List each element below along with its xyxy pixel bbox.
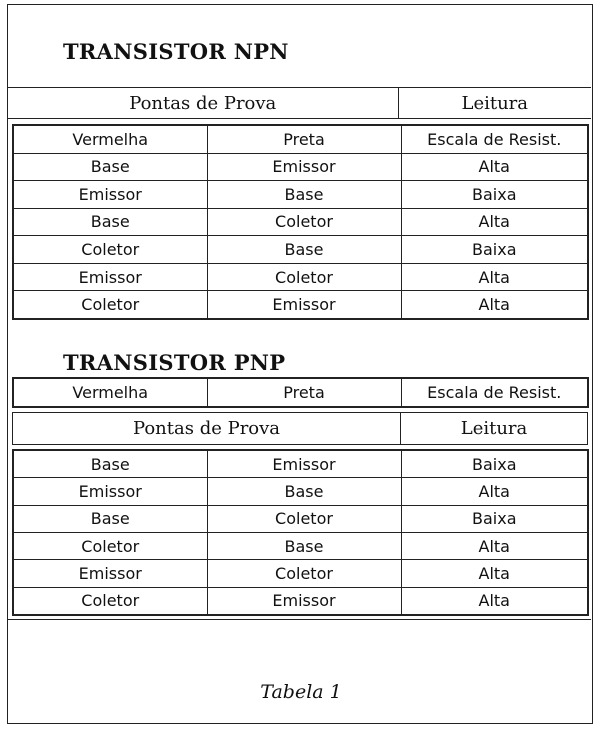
npn-header-reading: Leitura [398, 88, 591, 119]
npn-title: TRANSISTOR NPN [63, 39, 289, 64]
cell-red: Coletor [13, 291, 207, 319]
table-row [13, 560, 588, 587]
table-caption: Tabela 1 [260, 681, 342, 703]
npn-table [12, 124, 589, 320]
cell-reading: Alta [401, 532, 588, 559]
pnp-column-header-table [12, 377, 589, 408]
cell-reading: Alta [401, 208, 588, 236]
table-row [13, 208, 588, 236]
cell-black: Coletor [207, 263, 401, 291]
table-row [13, 532, 588, 559]
cell-red: Base [13, 505, 207, 532]
pnp-header-table [12, 412, 588, 445]
cell-red: Coletor [13, 532, 207, 559]
cell-red: Base [13, 450, 207, 478]
document-frame [7, 4, 593, 724]
cell-black: Base [207, 478, 401, 505]
cell-reading: Baixa [401, 236, 588, 264]
cell-red: Emissor [13, 181, 207, 209]
table-row [13, 181, 588, 209]
cell-reading: Baixa [401, 181, 588, 209]
cell-reading: Baixa [401, 505, 588, 532]
cell-black: Emissor [207, 587, 401, 615]
cell-red: Emissor [13, 478, 207, 505]
npn-header-table [8, 88, 591, 119]
cell-reading: Baixa [401, 450, 588, 478]
cell-reading: Alta [401, 153, 588, 181]
cell-reading: Alta [401, 587, 588, 615]
npn-header-probes: Pontas de Prova [8, 88, 398, 119]
npn-column-header-row [13, 125, 588, 153]
cell-black: Emissor [207, 450, 401, 478]
divider [8, 619, 591, 620]
cell-black: Coletor [207, 560, 401, 587]
cell-red: Emissor [13, 263, 207, 291]
table-row [13, 587, 588, 615]
table-row [13, 291, 588, 319]
cell-reading: Alta [401, 291, 588, 319]
table-row [13, 450, 588, 478]
cell-red: Coletor [13, 236, 207, 264]
cell-reading: Alta [401, 478, 588, 505]
cell-reading: Alta [401, 560, 588, 587]
table-row [13, 478, 588, 505]
pnp-col-black: Preta [207, 378, 401, 407]
npn-col-black: Preta [207, 125, 401, 153]
pnp-title: TRANSISTOR PNP [63, 350, 286, 375]
cell-black: Emissor [207, 153, 401, 181]
npn-col-red: Vermelha [13, 125, 207, 153]
table-row [13, 263, 588, 291]
cell-black: Coletor [207, 208, 401, 236]
table-row [13, 236, 588, 264]
pnp-table [12, 449, 589, 616]
pnp-header-probes: Pontas de Prova [13, 413, 401, 445]
pnp-col-scale: Escala de Resist. [401, 378, 588, 407]
cell-black: Base [207, 532, 401, 559]
pnp-col-red: Vermelha [13, 378, 207, 407]
table-row [13, 153, 588, 181]
cell-black: Base [207, 181, 401, 209]
cell-red: Base [13, 153, 207, 181]
cell-red: Base [13, 208, 207, 236]
npn-col-scale: Escala de Resist. [401, 125, 588, 153]
cell-black: Base [207, 236, 401, 264]
cell-red: Coletor [13, 587, 207, 615]
cell-reading: Alta [401, 263, 588, 291]
pnp-header-reading: Leitura [401, 413, 588, 445]
cell-black: Coletor [207, 505, 401, 532]
cell-red: Emissor [13, 560, 207, 587]
cell-black: Emissor [207, 291, 401, 319]
table-row [13, 505, 588, 532]
